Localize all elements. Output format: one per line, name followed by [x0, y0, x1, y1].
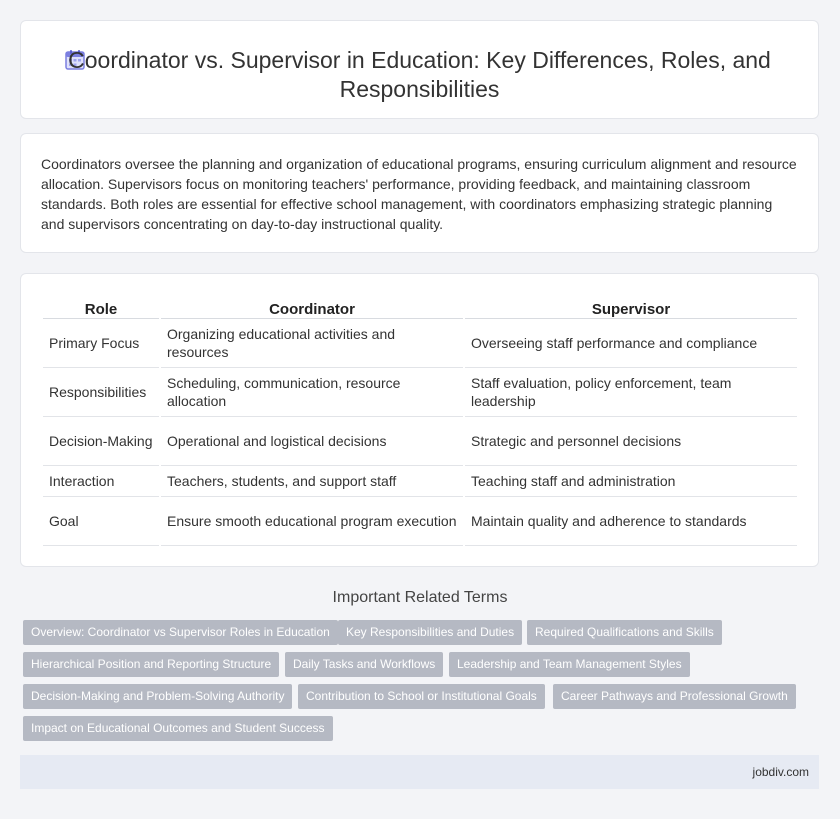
coordinator-cell: Organizing educational activities and resources — [161, 319, 463, 368]
related-terms-title: Important Related Terms — [332, 589, 508, 606]
header-supervisor: Supervisor — [465, 294, 797, 319]
related-tag[interactable]: Key Responsibilities and Duties — [338, 620, 522, 645]
related-tag[interactable]: Leadership and Team Management Styles — [449, 652, 690, 677]
row-label: Decision-Making — [43, 417, 159, 466]
table-row — [43, 466, 797, 497]
comparison-table — [41, 294, 799, 546]
header-card — [20, 20, 819, 119]
related-tag[interactable]: Contribution to School or Institutional Goals — [298, 684, 545, 709]
footer-site-link[interactable]: jobdiv.com — [752, 765, 809, 779]
related-tag[interactable]: Decision-Making and Problem-Solving Authority — [23, 684, 292, 709]
supervisor-cell: Teaching staff and administration — [465, 466, 797, 497]
supervisor-cell: Maintain quality and adherence to standards — [465, 497, 797, 546]
row-label: Responsibilities — [43, 368, 159, 417]
summary-card — [20, 133, 819, 253]
coordinator-cell: Operational and logistical decisions — [161, 417, 463, 466]
supervisor-cell: Strategic and personnel decisions — [465, 417, 797, 466]
row-label: Interaction — [43, 466, 159, 497]
supervisor-cell: Staff evaluation, policy enforcement, team leadership — [465, 368, 797, 417]
row-label: Goal — [43, 497, 159, 546]
header-role: Role — [43, 294, 159, 319]
page-title: Coordinator vs. Supervisor in Education: Key Differences, Roles, and Responsibilities — [68, 47, 771, 102]
comparison-card — [20, 273, 819, 567]
related-tag[interactable]: Required Qualifications and Skills — [527, 620, 722, 645]
table-header-row — [43, 294, 797, 319]
related-tag[interactable]: Impact on Educational Outcomes and Student Success — [23, 716, 333, 741]
row-label: Primary Focus — [43, 319, 159, 368]
coordinator-cell: Ensure smooth educational program execution — [161, 497, 463, 546]
related-tag[interactable]: Career Pathways and Professional Growth — [553, 684, 796, 709]
coordinator-cell: Teachers, students, and support staff — [161, 466, 463, 497]
coordinator-cell: Scheduling, communication, resource allocation — [161, 368, 463, 417]
summary-text: Coordinators oversee the planning and organization of educational programs, ensuring curriculum alignment and resource allocation. Supervisors focus on monitoring teachers' performance, providing feedback, and maintaining classroom standards. Both roles are essential for effective school management, with coordinators emphasizing strategic planning and supervisors concentrating on day-to-day instructional quality. — [41, 156, 797, 232]
header-coordinator: Coordinator — [161, 294, 463, 319]
table-row — [43, 417, 797, 466]
table-row — [43, 497, 797, 546]
table-row — [43, 319, 797, 368]
supervisor-cell: Overseeing staff performance and compliance — [465, 319, 797, 368]
related-tag[interactable]: Hierarchical Position and Reporting Structure — [23, 652, 279, 677]
table-row — [43, 368, 797, 417]
related-tag[interactable]: Daily Tasks and Workflows — [285, 652, 443, 677]
related-tag[interactable]: Overview: Coordinator vs Supervisor Roles in Education — [23, 620, 338, 645]
footer-bar — [20, 755, 819, 789]
